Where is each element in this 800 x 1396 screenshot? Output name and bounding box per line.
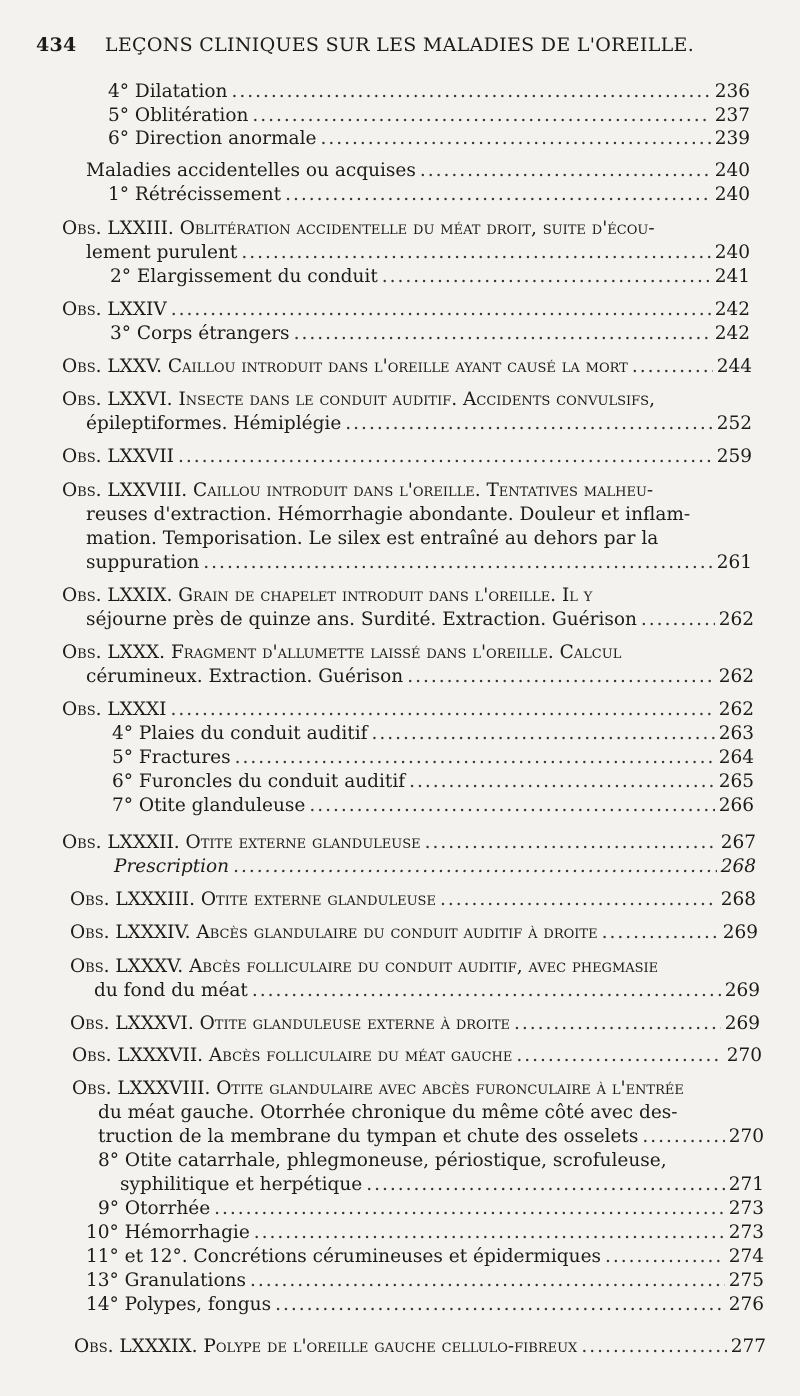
toc-entry (86, 1221, 764, 1245)
entry-text: épileptiformes. Hémiplégie (86, 413, 342, 434)
entry-text: 14° Polypes, fongus (86, 1294, 272, 1315)
toc-entry (70, 921, 758, 945)
toc-entry (98, 1125, 764, 1149)
entry-page: 240 (714, 184, 750, 205)
running-title: LEÇONS CLINIQUES SUR LES MALADIES DE L'OREILLE. (104, 34, 695, 56)
entry-text: Obs. LXXXVI. Otite glanduleuse externe à droite (70, 1013, 511, 1034)
entry-page: 263 (718, 723, 754, 744)
toc-entry: mation. Temporisation. Le silex est entraîné au dehors par la (86, 528, 659, 549)
entry-page: 237 (714, 105, 750, 126)
toc-entry (112, 746, 754, 770)
entry-text: 2° Elargissement du conduit (110, 266, 378, 287)
toc-entry: Obs. LXXVI. Insecte dans le conduit auditif. Accidents convulsifs, (62, 389, 655, 410)
entry-text: Obs. LXXXIX. Polype de l'oreille gauche cellulo-fibreux (74, 1336, 578, 1357)
entry-page: 265 (718, 771, 754, 792)
entry-text: 4° Dilatation (108, 81, 228, 102)
entry-page: 252 (716, 413, 752, 434)
entry-text: du fond du méat (94, 980, 248, 1001)
entry-text: lement purulent (86, 242, 238, 263)
toc-entry: Obs. LXXX. Fragment d'allumette laissé dans l'oreille. Calcul (62, 642, 622, 663)
toc-entry (86, 1269, 764, 1293)
toc-entry (70, 888, 756, 912)
entry-text: Obs. LXXXI (62, 699, 167, 720)
toc-entry (108, 80, 750, 104)
toc-entry (62, 698, 754, 722)
entry-text: 7° Otite glanduleuse (112, 795, 306, 816)
toc-entry (86, 1245, 764, 1269)
toc-entry (86, 159, 750, 183)
toc-entry (62, 831, 756, 855)
entry-page: 259 (716, 446, 752, 467)
toc-entry (98, 1197, 764, 1221)
entry-text: Maladies accidentelles ou acquises (86, 160, 416, 181)
toc-entry (62, 298, 750, 322)
toc-entry (108, 127, 750, 151)
toc-entry: Obs. LXXIX. Grain de chapelet introduit dans l'oreille. Il y (62, 585, 593, 606)
toc-entry (112, 770, 754, 794)
entry-text: 6° Furoncles du conduit auditif (112, 771, 406, 792)
entry-page: 269 (722, 922, 758, 943)
entry-text: séjourne près de quinze ans. Surdité. Extraction. Guérison (86, 609, 637, 630)
toc-entry (110, 322, 750, 346)
toc-entry (108, 183, 750, 207)
toc-entry: Obs. LXXXV. Abcès folliculaire du conduit auditif, avec phegmasie (70, 956, 659, 977)
entry-text: Obs. LXXXIII. Otite externe glanduleuse (70, 889, 436, 910)
toc-entry (110, 265, 750, 289)
entry-text: Obs. LXXIV (62, 299, 167, 320)
toc-entry: reuses d'extraction. Hémorrhagie abondante. Douleur et inflam- (86, 504, 691, 525)
entry-text: Prescription (114, 856, 230, 877)
entry-text: 5° Fractures (112, 747, 231, 768)
entry-page: 269 (724, 980, 760, 1001)
entry-page: 270 (726, 1045, 762, 1066)
toc-entry (112, 794, 754, 818)
toc-entry (94, 979, 760, 1003)
entry-page: 240 (714, 160, 750, 181)
entry-text: 13° Granulations (86, 1270, 246, 1291)
toc-entry (86, 241, 750, 265)
entry-page: 262 (718, 666, 754, 687)
entry-text: 1° Rétrécissement (108, 184, 282, 205)
toc-entry (86, 665, 754, 689)
entry-page: 236 (714, 81, 750, 102)
entry-page: 268 (720, 889, 756, 910)
entry-page: 261 (716, 552, 752, 573)
entry-text: cérumineux. Extraction. Guérison (86, 666, 404, 687)
toc-entry (114, 855, 756, 879)
entry-text: 9° Otorrhée (98, 1198, 211, 1219)
toc-entry: 8° Otite catarrhale, phlegmoneuse, périostique, scrofuleuse, (98, 1150, 667, 1171)
entry-page: 264 (718, 747, 754, 768)
entry-page: 277 (730, 1336, 766, 1357)
entry-text: 3° Corps étrangers (110, 323, 290, 344)
entry-text: 4° Plaies du conduit auditif (112, 723, 368, 744)
toc-entry (112, 722, 754, 746)
entry-page: 273 (728, 1222, 764, 1243)
entry-page: 266 (718, 795, 754, 816)
toc-entry: Obs. LXXVIII. Caillou introduit dans l'oreille. Tentatives malheu- (62, 480, 654, 501)
toc-entry (120, 1173, 764, 1197)
entry-text: 10° Hémorrhagie (86, 1222, 250, 1243)
toc-entry (86, 551, 752, 575)
toc-entry: du méat gauche. Otorrhée chronique du même côté avec des- (98, 1102, 678, 1123)
page-number: 434 (36, 34, 77, 56)
toc-entry (62, 445, 752, 469)
entry-page: 271 (728, 1174, 764, 1195)
entry-text: suppuration (86, 552, 200, 573)
entry-page: 270 (728, 1126, 764, 1147)
toc-entry (108, 104, 750, 128)
entry-page: 244 (716, 356, 752, 377)
entry-page: 269 (724, 1013, 760, 1034)
entry-page: 273 (728, 1198, 764, 1219)
entry-text: 5° Oblitération (108, 105, 249, 126)
toc-entry (86, 1293, 764, 1317)
entry-page: 240 (714, 242, 750, 263)
entry-page: 262 (718, 699, 754, 720)
entry-page: 262 (718, 609, 754, 630)
entry-text: 11° et 12°. Concrétions cérumineuses et épidermiques (86, 1246, 602, 1267)
entry-page: 275 (728, 1270, 764, 1291)
entry-text: Obs. LXXXVII. Abcès folliculaire du méat gauche (72, 1045, 513, 1066)
toc-entry (86, 608, 754, 632)
toc-entry (86, 412, 752, 436)
entry-text: syphilitique et herpétique (120, 1174, 363, 1195)
entry-page: 242 (714, 323, 750, 344)
toc-entry (62, 355, 752, 379)
entry-page: 276 (728, 1294, 764, 1315)
entry-text: 6° Direction anormale (108, 128, 317, 149)
entry-page: 267 (720, 832, 756, 853)
toc-entry: Obs. LXXXVIII. Otite glandulaire avec abcès furonculaire à l'entrée (72, 1078, 684, 1099)
entry-text: Obs. LXXV. Caillou introduit dans l'oreille ayant causé la mort (62, 356, 628, 377)
entry-page: 274 (728, 1246, 764, 1267)
entry-text: Obs. LXXXII. Otite externe glanduleuse (62, 832, 421, 853)
entry-page: 242 (714, 299, 750, 320)
toc-entry (70, 1012, 760, 1036)
entry-text: Obs. LXXXIV. Abcès glandulaire du conduit auditif à droite (70, 922, 598, 943)
toc-entry (74, 1335, 766, 1359)
entry-page: 268 (720, 856, 756, 877)
entry-page: 239 (714, 128, 750, 149)
entry-text: truction de la membrane du tympan et chute des osselets (98, 1126, 639, 1147)
entry-text: Obs. LXXVII (62, 446, 174, 467)
entry-page: 241 (714, 266, 750, 287)
toc-entry: Obs. LXXIII. Oblitération accidentelle du méat droit, suite d'écou- (62, 218, 655, 239)
toc-entry (72, 1044, 762, 1068)
